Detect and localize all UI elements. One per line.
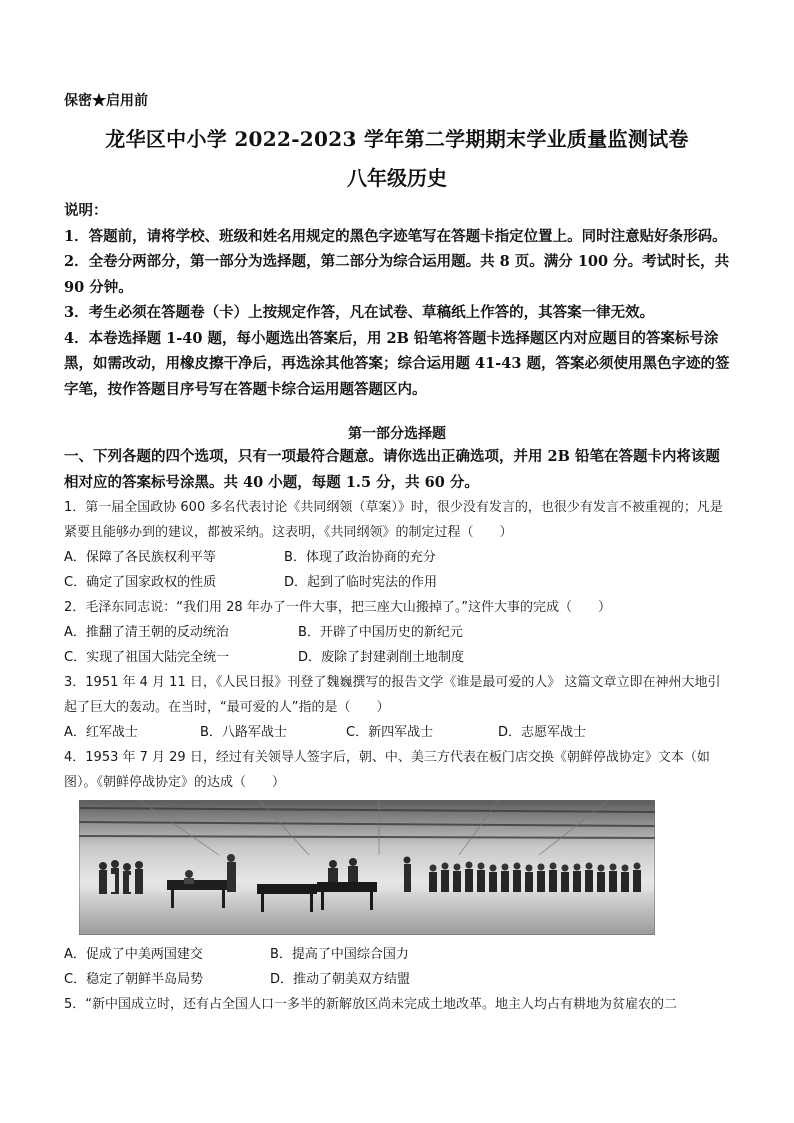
question-5-stem	[64, 992, 732, 1017]
section-title: 第一部分选择题	[348, 426, 446, 442]
option-a[interactable]: A．保障了各民族权利平等	[64, 550, 216, 565]
question-text: 4．1953 年 7 月 29 日，经过有关领导人签字后，朝、中、美三方代表在板门店交换《朝鲜停战协定》文本（如图）。《朝鲜停战协定》的达成（ ）	[64, 750, 710, 790]
option-b[interactable]: B．八路军战士	[200, 725, 287, 740]
question-1-options-row-2	[64, 570, 732, 595]
page-subtitle: 八年级历史	[347, 166, 447, 190]
option-b[interactable]: B．开辟了中国历史的新纪元	[298, 625, 463, 640]
armistice-signing-photo	[79, 800, 655, 935]
option-d[interactable]: D．推动了朝美双方结盟	[270, 972, 411, 987]
option-d[interactable]: D．志愿军战士	[498, 725, 587, 740]
part-instruction	[64, 444, 734, 495]
question-2-stem	[64, 595, 732, 620]
option-b[interactable]: B．体现了政治协商的充分	[284, 550, 436, 565]
instructions-heading: 说明：	[64, 202, 108, 219]
page-title: 龙华区中小学 2022-2023 学年第二学期期末学业质量监测试卷	[105, 127, 689, 151]
option-a[interactable]: A．促成了中美两国建交	[64, 947, 203, 962]
question-2-options-row-1	[64, 620, 732, 645]
question-text: 3．1951 年 4 月 11 日，《人民日报》刊登了魏巍撰写的报告文学《谁是最可爱的人》 这篇文章立即在神州大地引起了巨大的轰动。在当时，“最可爱的人”指的是（ ）	[64, 675, 721, 715]
question-text: 5．“新中国成立时，还有占全国人口一多半的新解放区尚未完成土地改革。地主人均占有耕地为贫雇农的二	[64, 997, 678, 1012]
instructions	[64, 198, 734, 402]
part-instruction-text: 一、下列各题的四个选项，只有一项最符合题意。请你选出正确选项，并用 2B 铅笔在答题卡内将该题相对应的答案标号涂黑。共 40 小题，每题 1.5 分，共 60 分。	[64, 448, 720, 491]
question-1-stem	[64, 495, 732, 545]
question-2-options-row-2	[64, 645, 732, 670]
question-3-options	[64, 720, 732, 745]
question-text: 1．第一届全国政协 600 多名代表讨论《共同纲领（草案）》时，很少没有发言的，也很少有发言不被重视的；凡是紧要且能够办到的建议，都被采纳。这表明，《共同纲领》的制定过程（ ）	[64, 500, 723, 540]
question-4-options-row-1	[64, 942, 732, 967]
option-c[interactable]: C．实现了祖国大陆完全统一	[64, 650, 230, 665]
instruction-item: 3．考生必须在答题卷（卡）上按规定作答，凡在试卷、草稿纸上作答的，其答案一律无效。	[64, 304, 655, 321]
option-a[interactable]: A．推翻了清王朝的反动统治	[64, 625, 229, 640]
option-c[interactable]: C．稳定了朝鲜半岛局势	[64, 972, 204, 987]
option-d[interactable]: D．起到了临时宪法的作用	[284, 575, 438, 590]
instruction-item: 2．全卷分两部分，第一部分为选择题，第二部分为综合运用题。共 8 页。满分 100 分。考试时长，共 90 分钟。	[64, 253, 730, 296]
question-text: 2．毛泽东同志说：“我们用 28 年办了一件大事，把三座大山搬掉了。”这件大事的完成（ ）	[64, 600, 612, 615]
question-4-options-row-2	[64, 967, 732, 992]
option-c[interactable]: C．确定了国家政权的性质	[64, 575, 217, 590]
question-4-stem	[64, 745, 732, 795]
confidential-label: 保密★启用前	[64, 93, 148, 109]
option-c[interactable]: C．新四军战士	[346, 725, 434, 740]
instruction-item: 4．本卷选择题 1-40 题，每小题选出答案后，用 2B 铅笔将答题卡选择题区内对应题目的答案标号涂黑，如需改动，用橡皮擦干净后，再选涂其他答案；综合运用题 41-43 题，答案必须使用黑色字迹的签字笔，按作答题目序号写在答题卡综合运用题答题区内。	[64, 329, 730, 398]
option-a[interactable]: A．红军战士	[64, 725, 138, 740]
option-d[interactable]: D．废除了封建剥削土地制度	[298, 650, 465, 665]
instruction-item: 1．答题前，请将学校、班级和姓名用规定的黑色字迹笔写在答题卡指定位置上。同时注意贴好条形码。	[64, 227, 727, 245]
question-3-stem	[64, 670, 732, 720]
question-1-options-row-1	[64, 545, 732, 570]
option-b[interactable]: B．提高了中国综合国力	[270, 947, 409, 962]
